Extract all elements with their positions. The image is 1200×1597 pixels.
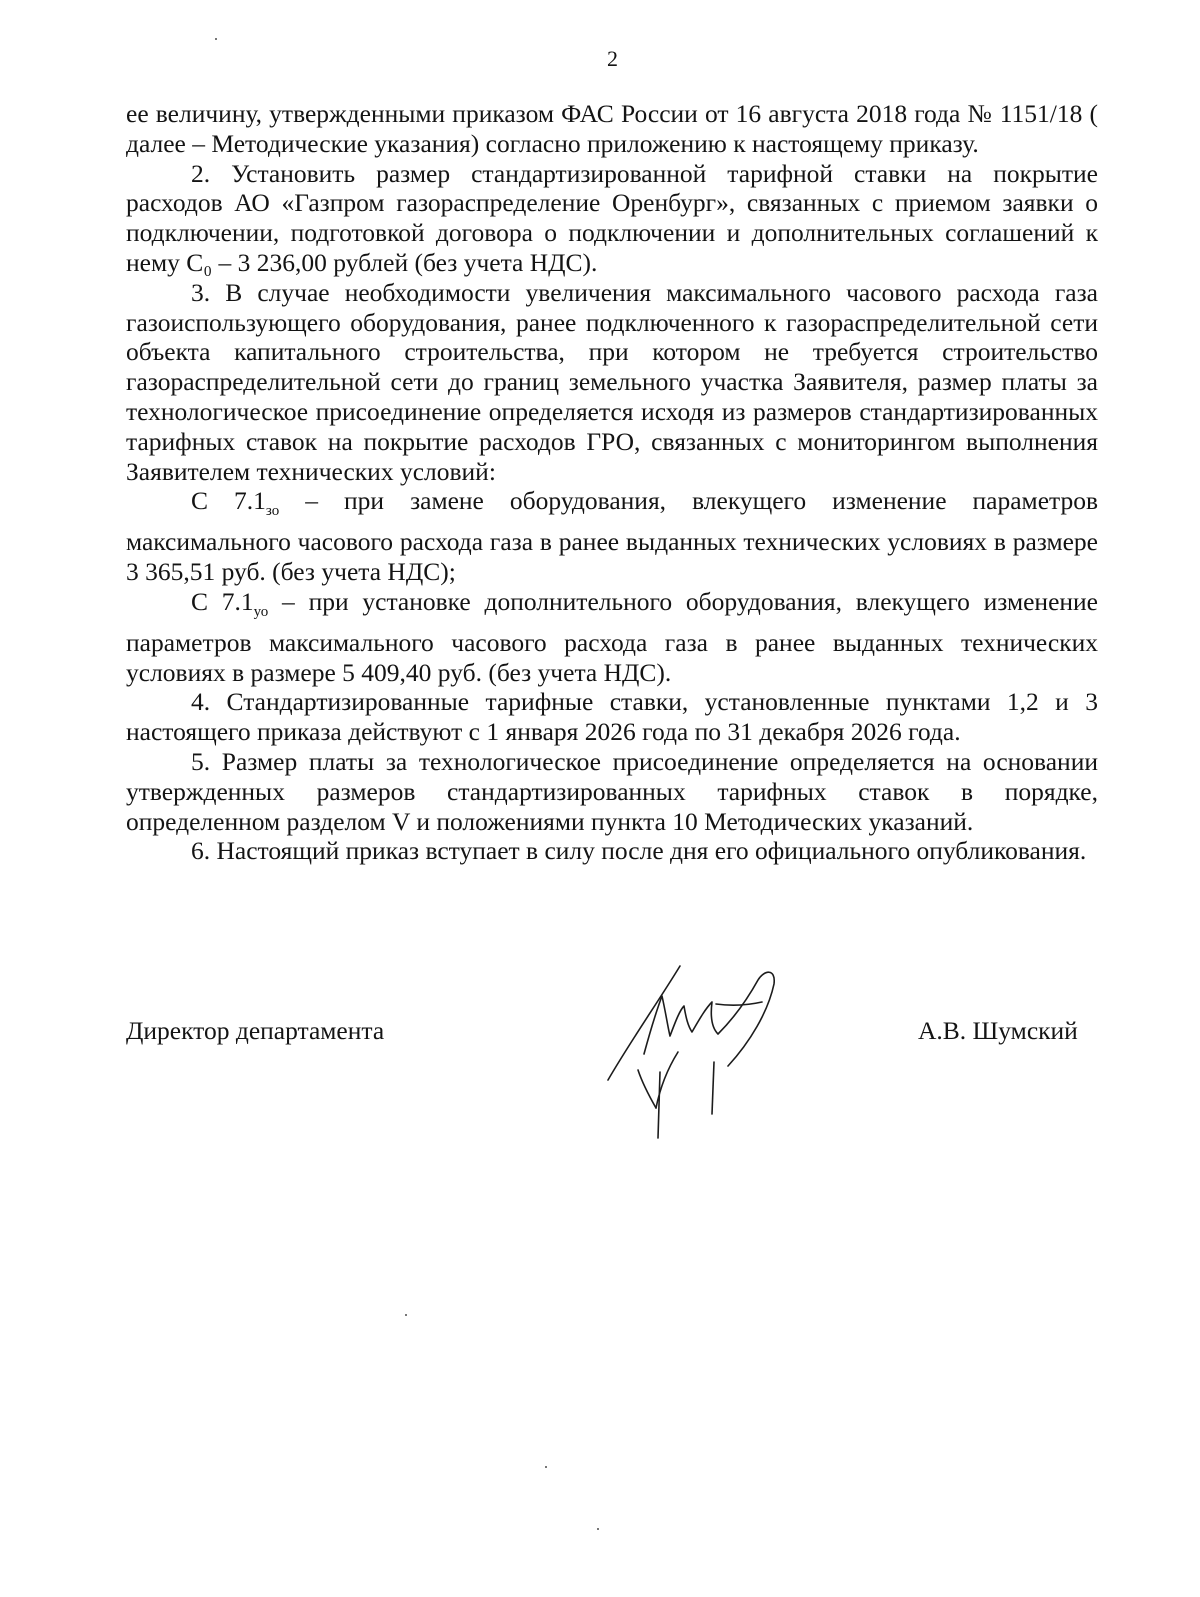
rate-yo-subscript: уо xyxy=(253,603,269,620)
rate-yo-text: – при установке дополнительного оборудования, влекущего изменение параметров максимального часового расхода газа в ранее выданных технических условиях в размере 5 409,40 руб. (без учета НДС). xyxy=(126,586,1098,687)
signer-name: А.В. Шумский xyxy=(918,1016,1078,1045)
paragraph-item-2: 2. Установить размер стандартизированной тарифной ставки на покрытие расходов АО «Газпром газораспределение Оренбург», связанных с приемом заявки о подключении, подготовкой договора о подключении и дополнительных соглашений к нему C₀ – 3 236,00 рублей (без учета НДС). xyxy=(126,158,1098,277)
paragraph-rate-yo xyxy=(126,587,1098,687)
scan-speck xyxy=(215,38,217,40)
signer-title: Директор департамента xyxy=(126,1016,385,1045)
paragraph-item-5: 5. Размер платы за технологическое присоединение определяется на основании утвержденных размеров стандартизированных тарифных ставок в порядке, определенном разделом V и положениями пункта 10 Методических указаний. xyxy=(126,746,1098,836)
handwritten-signature xyxy=(598,962,808,1142)
document-body xyxy=(126,99,1098,866)
scan-speck xyxy=(597,1528,599,1530)
rate-zo-prefix: С 7.1 xyxy=(191,486,266,516)
paragraph-rate-zo xyxy=(126,486,1098,586)
rate-zo-text: – при замене оборудования, влекущего изменение параметров максимального часового расхода газа в ранее выданных технических условиях в размере 3 365,51 руб. (без учета НДС); xyxy=(126,486,1099,587)
paragraph-item-6: 6. Настоящий приказ вступает в силу после дня его официального опубликования. xyxy=(191,836,1087,866)
scan-speck xyxy=(405,1314,407,1316)
scan-speck xyxy=(545,1466,547,1468)
paragraph-item-3: 3. В случае необходимости увеличения максимального часового расхода газа газоиспользующего оборудования, ранее подключенного к газораспределительной сети объекта капитального строительства, при котором не требуется строительство газораспределительной сети до границ земельного участка Заявителя, размер платы за технологическое присоединение определяется исходя из размеров стандартизированных тарифных ставок на покрытие расходов ГРО, связанных с мониторингом выполнения Заявителем технических условий: xyxy=(126,277,1098,486)
page-number: 2 xyxy=(607,46,618,71)
paragraph-item-4: 4. Стандартизированные тарифные ставки, установленные пунктами 1,2 и 3 настоящего приказа действуют с 1 января 2026 года по 31 декабря 2026 года. xyxy=(126,687,1098,747)
rate-yo-prefix: С 7.1 xyxy=(191,586,254,616)
rate-zo-subscript: зо xyxy=(265,503,280,520)
paragraph-continuation: ее величину, утвержденными приказом ФАС России от 16 августа 2018 года № 1151/18 ( далее – Методические указания) согласно приложению к настоящему приказу. xyxy=(126,99,1098,158)
